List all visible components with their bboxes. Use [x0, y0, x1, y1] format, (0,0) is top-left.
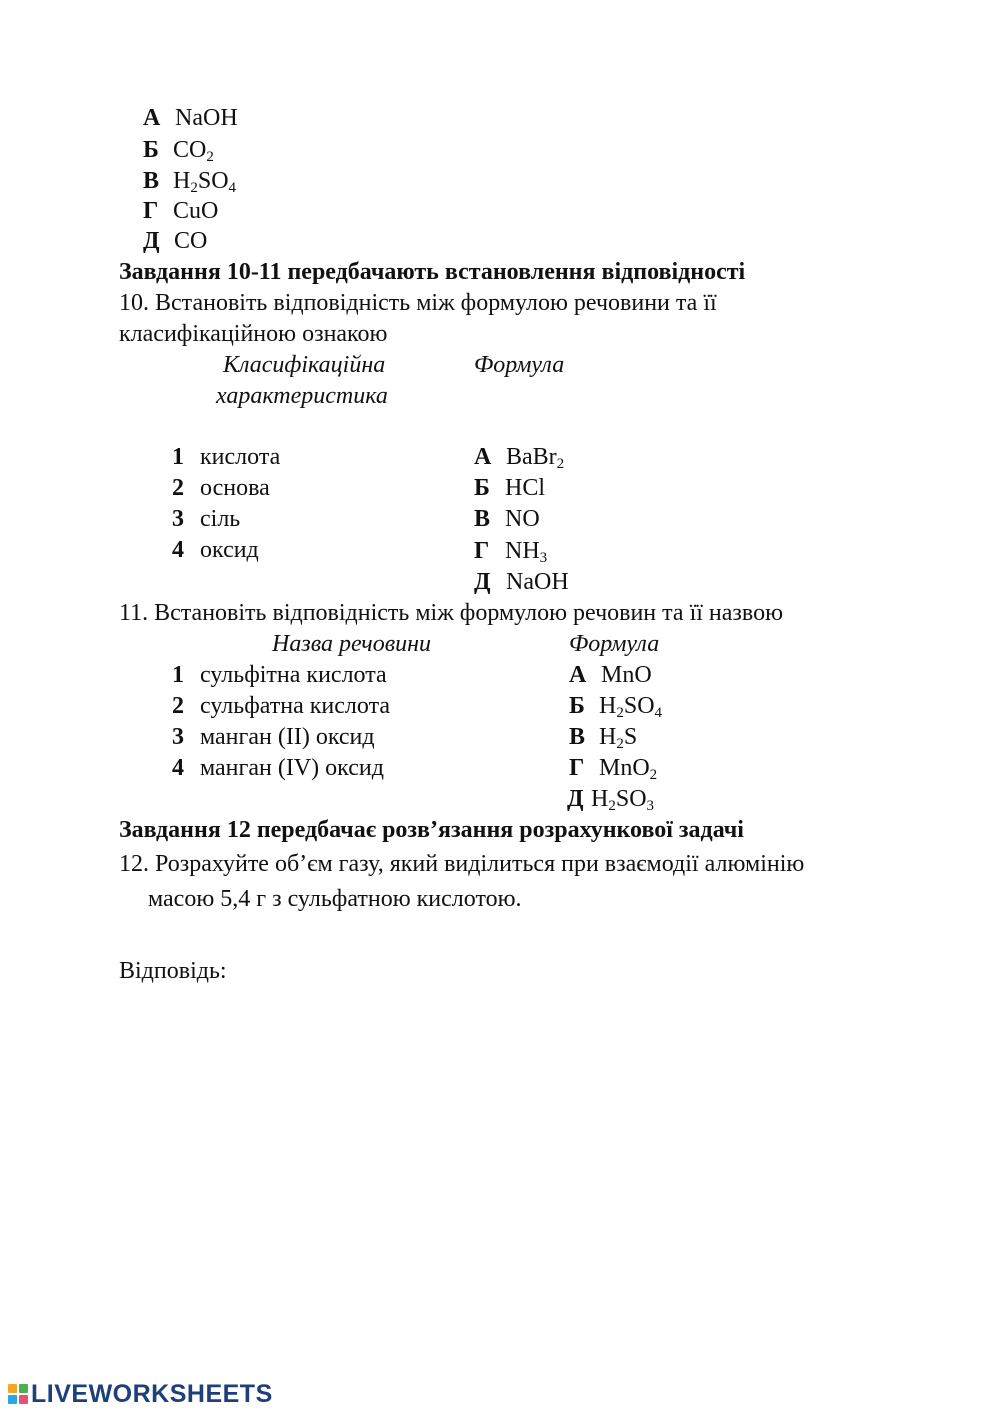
option-a — [143, 103, 238, 133]
item-text: манган (II) оксид — [200, 724, 375, 750]
formula — [599, 753, 657, 783]
logo-block — [19, 1384, 28, 1393]
formula-part: H — [599, 693, 617, 719]
formula-part: MnO — [601, 662, 652, 688]
formula-subscript: 2 — [190, 180, 198, 196]
option-letter: Д — [567, 786, 584, 812]
task-10-left-item-2 — [172, 473, 270, 503]
item-text: сіль — [200, 506, 241, 532]
option-letter: А — [143, 105, 161, 131]
task-11-right-item-g — [569, 753, 657, 783]
task-11-left-item-3 — [172, 722, 375, 752]
formula-part: H — [599, 724, 617, 750]
task-11-question: 11. Встановіть відповідність між формулою речовин та її назвою — [119, 600, 783, 626]
formula-part: SO — [197, 168, 229, 194]
item-number: 2 — [172, 693, 184, 719]
formula-subscript: 2 — [616, 705, 624, 721]
answer-label: Відповідь: — [119, 958, 227, 984]
option-letter: А — [569, 662, 587, 688]
task-10-right-item-d — [474, 567, 569, 597]
formula-part: NaOH — [506, 569, 569, 595]
option-letter: Б — [569, 693, 585, 719]
logo-block — [8, 1384, 17, 1393]
logo-blocks-icon — [8, 1384, 28, 1404]
option-letter: Б — [143, 137, 159, 163]
task-11-right-item-v — [569, 722, 637, 752]
formula-subscript: 3 — [646, 798, 655, 814]
formula — [174, 226, 207, 256]
task-10-left-item-1 — [172, 442, 280, 472]
task-11-col1-header: Назва речовини — [272, 631, 432, 657]
formula — [591, 784, 654, 814]
formula-subscript: 4 — [654, 705, 663, 721]
option-letter: В — [569, 724, 586, 750]
item-text: основа — [200, 475, 270, 501]
task-10-col1-header-line2: характеристика — [216, 383, 388, 409]
formula — [599, 691, 662, 721]
formula-part: BaBr — [506, 444, 557, 470]
formula-subscript: 2 — [206, 149, 214, 165]
item-number: 3 — [172, 724, 184, 750]
item-text: кислота — [200, 444, 281, 470]
formula-subscript: 2 — [649, 767, 658, 783]
formula — [173, 166, 236, 196]
formula — [173, 135, 214, 165]
task-11-col2-header: Формула — [569, 631, 660, 657]
formula-part: CuO — [173, 198, 219, 224]
option-b — [143, 135, 214, 165]
logo-block — [19, 1395, 28, 1404]
task-10-right-item-b — [474, 473, 545, 503]
section-heading-12: Завдання 12 передбачає розв’язання розрахункової задачі — [119, 817, 744, 843]
formula-part: HCl — [505, 475, 546, 501]
option-g — [143, 196, 218, 226]
item-text: сульфатна кислота — [200, 693, 391, 719]
logo-block — [8, 1395, 17, 1404]
task-11-left-item-1 — [172, 660, 387, 690]
option-letter: Д — [143, 228, 160, 254]
formula — [505, 536, 547, 566]
task-10-col2-header: Формула — [474, 352, 565, 378]
formula-part: SO — [623, 693, 655, 719]
formula — [601, 660, 652, 690]
item-number: 2 — [172, 475, 184, 501]
liveworksheets-logo[interactable] — [8, 1379, 273, 1409]
task-10-question-line1: 10. Встановіть відповідність між формулою речовини та її — [119, 290, 717, 316]
item-text: манган (IV) оксид — [200, 755, 384, 781]
formula-subscript: 3 — [539, 550, 548, 566]
task-10-right-item-v — [474, 504, 540, 534]
option-letter: В — [474, 506, 491, 532]
formula-part: NaOH — [175, 105, 238, 131]
item-text: сульфітна кислота — [200, 662, 387, 688]
option-letter: Г — [143, 198, 159, 224]
item-text: оксид — [200, 537, 259, 563]
task-10-question-line2: класифікаційною ознакою — [119, 321, 388, 347]
formula — [505, 473, 545, 503]
task-10-left-item-4 — [172, 535, 259, 565]
formula-part: H — [591, 786, 609, 812]
section-heading-10-11: Завдання 10-11 передбачають встановлення відповідності — [119, 259, 746, 285]
formula-subscript: 4 — [228, 180, 237, 196]
formula-part: S — [623, 724, 638, 750]
item-number: 3 — [172, 506, 184, 532]
task-11-right-item-b — [569, 691, 662, 721]
task-11-left-item-4 — [172, 753, 384, 783]
formula-part: MnO — [599, 755, 650, 781]
task-11-right-item-d — [567, 784, 654, 814]
formula-subscript: 2 — [556, 456, 565, 472]
option-letter: Г — [474, 538, 490, 564]
formula-part: NH — [505, 538, 540, 564]
option-v — [143, 166, 236, 196]
option-letter: А — [474, 444, 492, 470]
option-d — [143, 226, 207, 256]
task-11-left-item-2 — [172, 691, 390, 721]
formula — [175, 103, 238, 133]
task-10-right-item-g — [474, 536, 547, 566]
task-10-col1-header-line1: Класифікаційна — [223, 352, 386, 378]
formula-subscript: 2 — [616, 736, 624, 752]
item-number: 4 — [172, 755, 184, 781]
formula-part: NO — [505, 506, 540, 532]
item-number: 1 — [172, 444, 184, 470]
formula — [599, 722, 637, 752]
formula-subscript: 2 — [608, 798, 616, 814]
option-letter: В — [143, 168, 160, 194]
option-letter: Д — [474, 569, 491, 595]
item-number: 4 — [172, 537, 184, 563]
option-letter: Б — [474, 475, 490, 501]
formula-part: SO — [615, 786, 647, 812]
formula — [173, 196, 218, 226]
formula-part: H — [173, 168, 191, 194]
task-12-question-line1: 12. Розрахуйте об’єм газу, який виділиться при взаємодії алюмінію — [119, 851, 805, 877]
logo-text: LIVEWORKSHEETS — [31, 1379, 273, 1408]
formula — [505, 504, 540, 534]
option-letter: Г — [569, 755, 585, 781]
formula-part: CO — [174, 228, 208, 254]
task-10-left-item-3 — [172, 504, 240, 534]
formula — [506, 442, 564, 472]
task-12-question-line2: масою 5,4 г з сульфатною кислотою. — [148, 886, 522, 912]
item-number: 1 — [172, 662, 184, 688]
task-10-right-item-a — [474, 442, 564, 472]
formula-part: CO — [173, 137, 207, 163]
task-11-right-item-a — [569, 660, 652, 690]
formula — [506, 567, 569, 597]
